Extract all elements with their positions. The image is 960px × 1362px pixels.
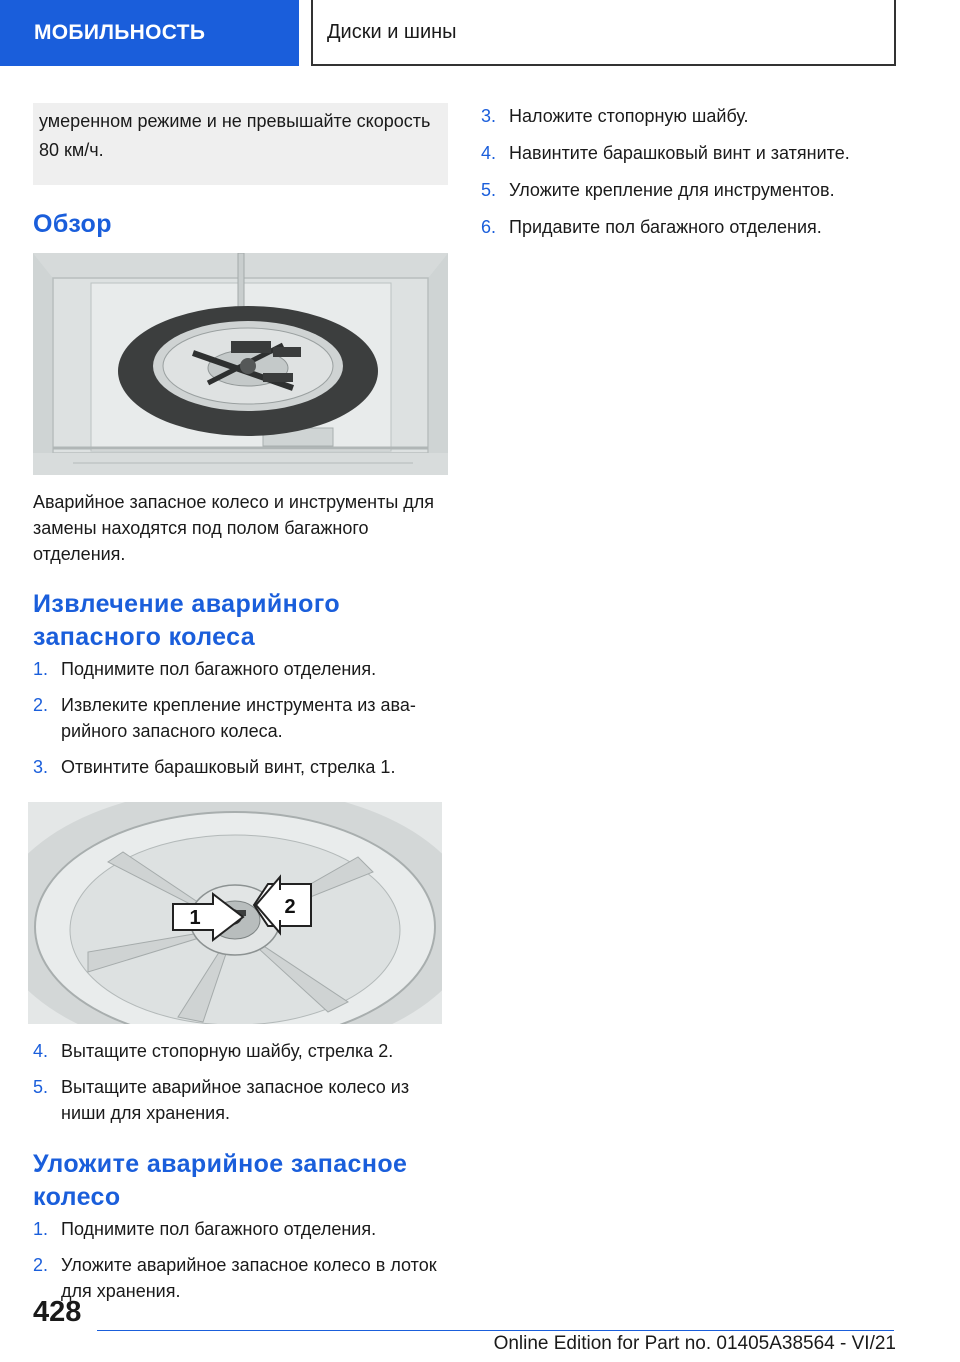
footer-edition: Online Edition for Part no. 01405A38564 - VI/21 — [493, 1333, 896, 1354]
note-box: умеренном режиме и не превышайте скорость 80 км/ч. — [33, 103, 448, 185]
list-item: 6. Придавите пол багажного отделения. — [481, 217, 822, 237]
overview-text: Аварийное запасное колесо и инструменты для замены находятся под полом багажного отделения. — [33, 492, 435, 564]
list-item: 2. Уложите аварийное запасное колесо в лоток для хранения. — [33, 1255, 437, 1301]
left-column — [33, 103, 448, 1304]
page-number: 428 — [33, 1296, 82, 1328]
section-tab: МОБИЛЬНОСТЬ — [0, 0, 299, 66]
right-column — [481, 103, 921, 240]
chapter-title: Диски и шины — [311, 0, 896, 66]
footer-divider — [97, 1330, 894, 1331]
stow-steps-list-continued — [481, 103, 921, 240]
heading-overview: Обзор — [33, 210, 112, 238]
list-item: 4. Навинтите барашковый винт и затяните. — [481, 143, 850, 163]
trunk-spare-wheel-image — [33, 253, 448, 475]
list-item: 2. Извлеките крепление инструмента из аварийного запасного колеса. — [33, 695, 416, 741]
list-item: 5. Вытащите аварийное запасное колесо из ниши для хранения. — [33, 1077, 410, 1123]
list-item: 5. Уложите крепление для инструментов. — [481, 180, 835, 200]
stow-steps-list — [33, 1216, 448, 1304]
list-item: 1. Поднимите пол багажного отделения. — [33, 659, 377, 679]
arrow-label-1: 1 — [189, 907, 201, 929]
list-item: 1. Поднимите пол багажного отделения. — [33, 1219, 377, 1239]
extract-steps-list-continued — [33, 1038, 448, 1126]
wing-nut-arrows-image — [28, 802, 442, 1024]
heading-extract: Извлечение аварийного запасного колеса — [33, 590, 340, 651]
list-item: 3. Наложите стопорную шайбу. — [481, 106, 749, 126]
list-item: 4. Вытащите стопорную шайбу, стрелка 2. — [33, 1041, 394, 1061]
list-item: 3. Отвинтите барашковый винт, стрелка 1. — [33, 757, 396, 777]
extract-steps-list — [33, 656, 448, 780]
arrow-label-2: 2 — [284, 896, 296, 918]
heading-stow: Уложите аварийное запасное колесо — [33, 1150, 408, 1211]
